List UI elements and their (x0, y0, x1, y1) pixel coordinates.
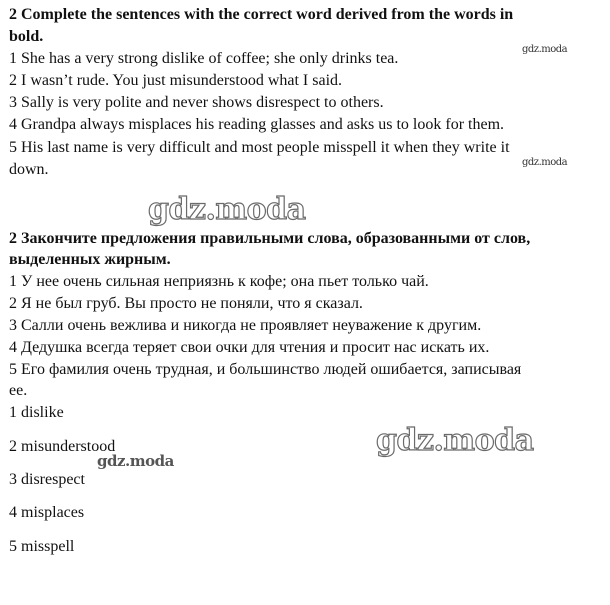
answer-4: 4 misplaces (9, 504, 85, 521)
watermark-small-right: gdz.moda (522, 157, 568, 168)
english-sentence-5: 5 His last name is very difficult and most people misspell it when they write it (9, 139, 510, 156)
watermark-large-center: gdz.moda (148, 192, 306, 227)
russian-heading-line-2: выделенных жирным. (9, 251, 171, 268)
answer-5: 5 misspell (9, 538, 75, 555)
russian-sentence-4: 4 Дедушка всегда теряет свои очки для чтения и просит нас искать их. (9, 339, 490, 356)
answer-3: 3 disrespect (9, 471, 85, 488)
english-sentence-2: 2 I wasn’t rude. You just misunderstood what I said. (9, 72, 343, 89)
watermark-large-right: gdz.moda (376, 423, 534, 458)
english-heading-line-2: bold. (9, 28, 44, 45)
answer-2: 2 misunderstood (9, 438, 116, 455)
russian-sentence-5-continued: ее. (9, 382, 28, 399)
english-sentence-4: 4 Grandpa always misplaces his reading glasses and asks us to look for them. (9, 116, 505, 133)
english-sentence-1: 1 She has a very strong dislike of coffee; she only drinks tea. (9, 50, 399, 67)
answer-1: 1 dislike (9, 404, 64, 421)
english-heading-line-1: 2 Complete the sentences with the correct word derived from the words in (9, 6, 514, 23)
russian-heading-line-1: 2 Закончите предложения правильными слова, образованными от слов, (9, 230, 531, 247)
russian-sentence-5: 5 Его фамилия очень трудная, и большинство людей ошибается, записывая (9, 361, 522, 378)
russian-sentence-1: 1 У нее очень сильная неприязнь к кофе; она пьет только чай. (9, 273, 429, 290)
english-sentence-5-continued: down. (9, 161, 49, 178)
russian-sentence-3: 3 Салли очень вежлива и никогда не проявляет неуважение к другим. (9, 317, 482, 334)
english-sentence-3: 3 Sally is very polite and never shows disrespect to others. (9, 94, 384, 111)
russian-sentence-2: 2 Я не был груб. Вы просто не поняли, что я сказал. (9, 295, 363, 312)
watermark-small-top: gdz.moda (522, 44, 568, 55)
watermark-medium-left: gdz.moda (97, 452, 174, 470)
